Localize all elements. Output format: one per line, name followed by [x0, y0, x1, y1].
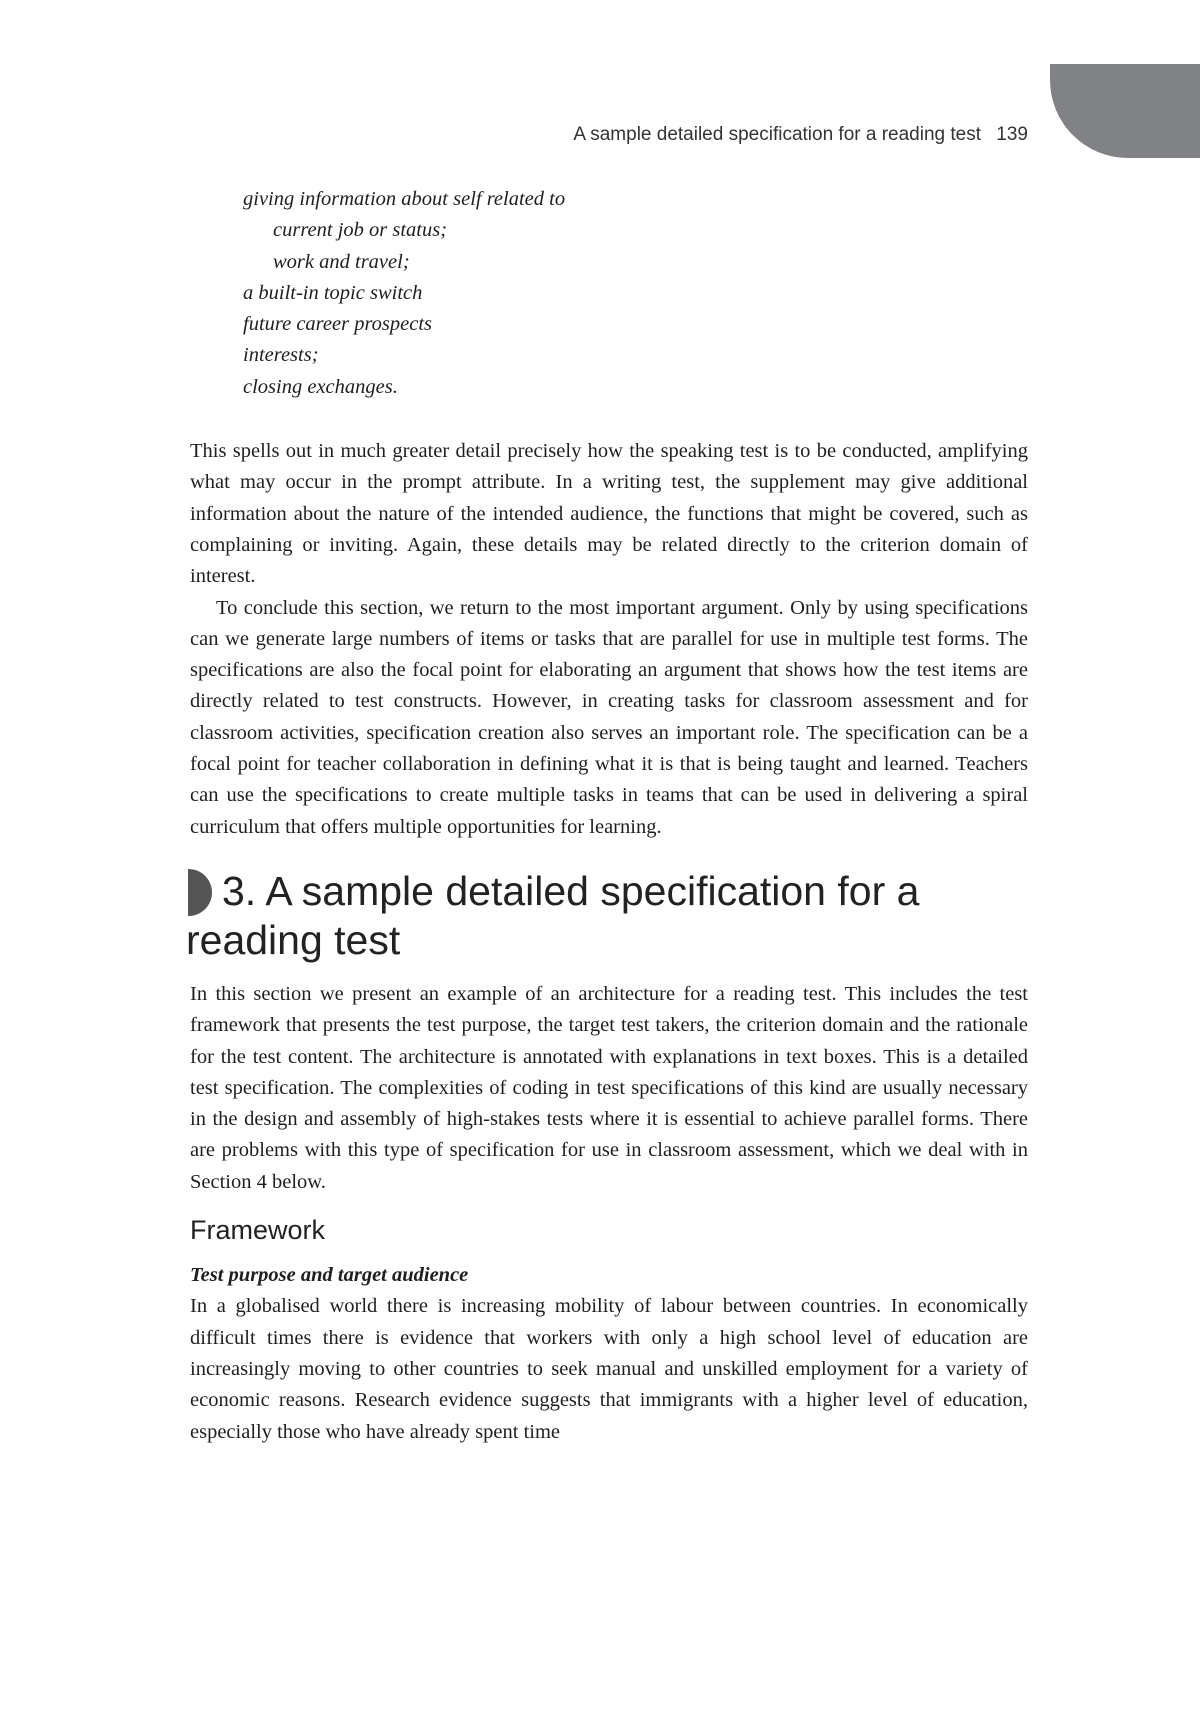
running-header — [573, 124, 1028, 146]
body-paragraph: In a globalised world there is increasing mobility of labour between countries. In economically difficult times there is evidence that workers with only a high school level of education are increasingly moving to other countries to seek manual and unskilled employment for a variety of economic reasons. Research evidence suggests that immigrants with a higher level of education, especially those who have already spent time — [190, 1295, 1028, 1443]
page-number: 139 — [996, 124, 1028, 145]
test-purpose-heading: Test purpose and target audience — [190, 1264, 469, 1287]
section-heading-line1: 3. A sample detailed specification for a — [222, 867, 920, 914]
list-item: giving information about self related to — [243, 188, 566, 210]
section-heading-line2: reading test — [186, 916, 401, 963]
body-paragraph: To conclude this section, we return to the most important argument. Only by using specifications can we generate large numbers of items or tasks that are parallel for use in multiple test forms. The specifications are also the focal point for elaborating an argument that shows how the test items are directly related to test constructs. However, in creating tasks for classroom assessment and for classroom activities, specification creation also serves an important role. The specification can be a focal point for teacher collaboration in defining what it is that is being taught and learned. Teachers can use the specifications to create multiple tasks in teams that can be used in delivering a spiral curriculum that offers multiple opportunities for learning. — [190, 596, 1028, 838]
section-heading — [188, 867, 1028, 965]
framework-heading: Framework — [190, 1215, 326, 1246]
list-item: a built-in topic switch — [243, 281, 423, 304]
chapter-thumb-tab — [1050, 64, 1200, 158]
list-item: interests; — [243, 344, 319, 367]
section-marker-icon — [188, 869, 212, 916]
body-paragraph: In this section we present an example of an architecture for a reading test. This includes the test framework that presents the test purpose, the target test takers, the criterion domain and the rationale for the test content. The architecture is annotated with explanations in text boxes. This is a detailed test specification. The complexities of coding in test specifications of this kind are usually necessary in the design and assembly of high-stakes tests where it is essential to achieve parallel forms. There are problems with this type of specification for use in classroom assessment, which we deal with in Section 4 below. — [190, 982, 1028, 1193]
list-item: closing exchanges. — [243, 375, 398, 398]
list-item: current job or status; — [273, 219, 448, 242]
list-item: work and travel; — [273, 250, 410, 273]
page-body — [186, 184, 1028, 1448]
list-item: future career prospects — [243, 313, 433, 336]
body-paragraph: This spells out in much greater detail precisely how the speaking test is to be conducted, amplifying what may occur in the prompt attribute. In a writing test, the supplement may give additional information about the nature of the intended audience, the functions that might be covered, such as complaining or inviting. Again, these details may be related directly to the criterion domain of interest. — [190, 440, 1028, 588]
running-title: A sample detailed specification for a reading test — [573, 124, 982, 145]
topic-list — [243, 184, 1028, 403]
section-heading-text — [186, 867, 920, 965]
